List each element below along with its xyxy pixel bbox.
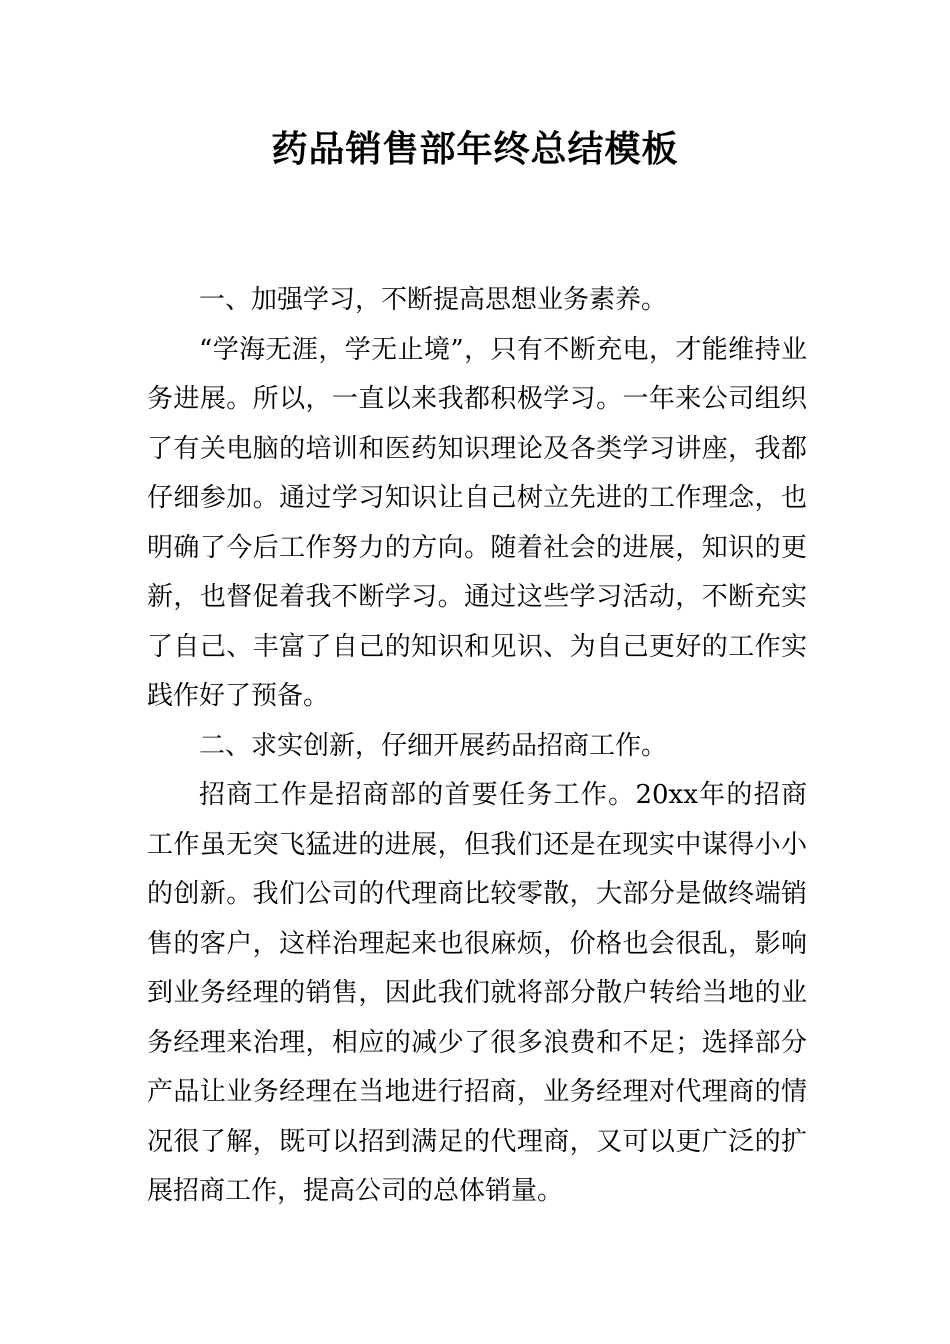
document-title: 药品销售部年终总结模板 [271,129,679,170]
paragraph-2: 招商工作是招商部的首要任务工作。20xx年的招商工作虽无突飞猛进的进展，但我们还是在现实中谋得小小的创新。我们公司的代理商比较零散，大部分是做终端销售的客户，这样治理起来也很麻烦，价格也会很乱，影响到业务经理的销售，因此我们就将部分散户转给当地的业务经理来治理，相应的减少了很多浪费和不足；选择部分产品让业务经理在当地进行招商，业务经理对代理商的情况很了解，既可以招到满足的代理商，又可以更广泛的扩展招商工作，提高公司的总体销量。 [147,780,807,1206]
section-heading-1: 一、加强学习，不断提高思想业务素养。 [199,285,668,315]
paragraph-1: “学海无涯，学无止境”，只有不断充电，才能维持业务进展。所以，一直以来我都积极学习。一年来公司组织了有关电脑的培训和医药知识理论及各类学习讲座，我都仔细参加。通过学习知识让自己树立先进的工作理念，也明确了今后工作努力的方向。随着社会的进展，知识的更新，也督促着我不断学习。通过这些学习活动，不断充实了自己、丰富了自己的知识和见识、为自己更好的工作实践作好了预备。 [147,334,807,711]
document-body [147,276,807,1217]
section-heading-2: 二、求实创新，仔细开展药品招商工作。 [199,730,668,761]
